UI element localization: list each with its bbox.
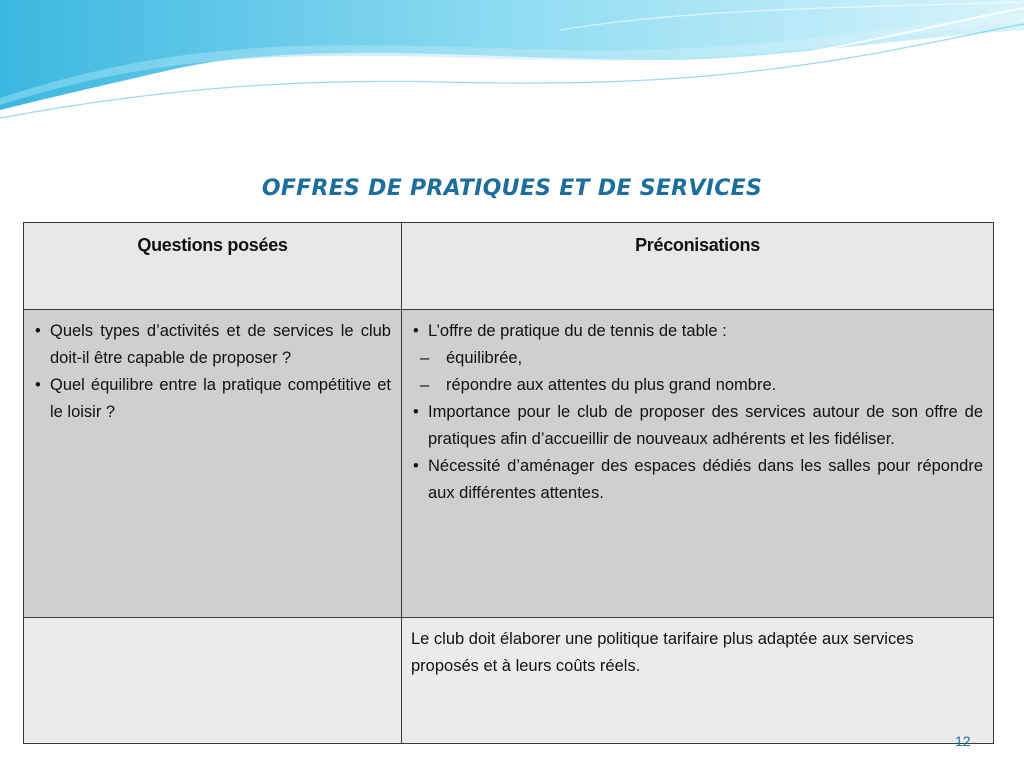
list-item: • Quels types d’activités et de services le club doit-il être capable de proposer ? [28, 318, 391, 372]
list-item: • Nécessité d’aménager des espaces dédiés dans les salles pour répondre aux différentes attentes. [406, 453, 983, 507]
recommendations-cell [402, 310, 994, 618]
offer-intro: L’offre de pratique du de tennis de table : [428, 322, 727, 340]
table-header-row [24, 223, 994, 310]
list-item: • Importance pour le club de proposer des services autour de son offre de pratiques afin d’accueillir de nouveaux adhérents et les fidéliser. [406, 399, 983, 453]
sub-list-item: – équilibrée, [406, 345, 983, 372]
decorative-wave-header [0, 0, 1024, 130]
recommendations-list [406, 318, 983, 507]
pricing-policy-cell: Le club doit élaborer une politique tarifaire plus adaptée aux services proposés et à leurs coûts réels. [402, 618, 994, 744]
table-row [24, 618, 994, 744]
list-item: • Quel équilibre entre la pratique compétitive et le loisir ? [28, 372, 391, 426]
questions-cell [24, 310, 402, 618]
offer-sublist [406, 345, 983, 399]
recommendations-table [23, 222, 994, 744]
list-item [406, 318, 983, 399]
header-questions: Questions posées [24, 223, 402, 310]
footer-left-cell [24, 618, 402, 744]
table-row [24, 310, 994, 618]
questions-list [28, 318, 391, 426]
sub-list-item: – répondre aux attentes du plus grand nombre. [406, 372, 983, 399]
slide-title: OFFRES DE PRATIQUES ET DE SERVICES [261, 176, 763, 201]
page-number: 12 [955, 733, 971, 749]
header-recommendations: Préconisations [402, 223, 994, 310]
